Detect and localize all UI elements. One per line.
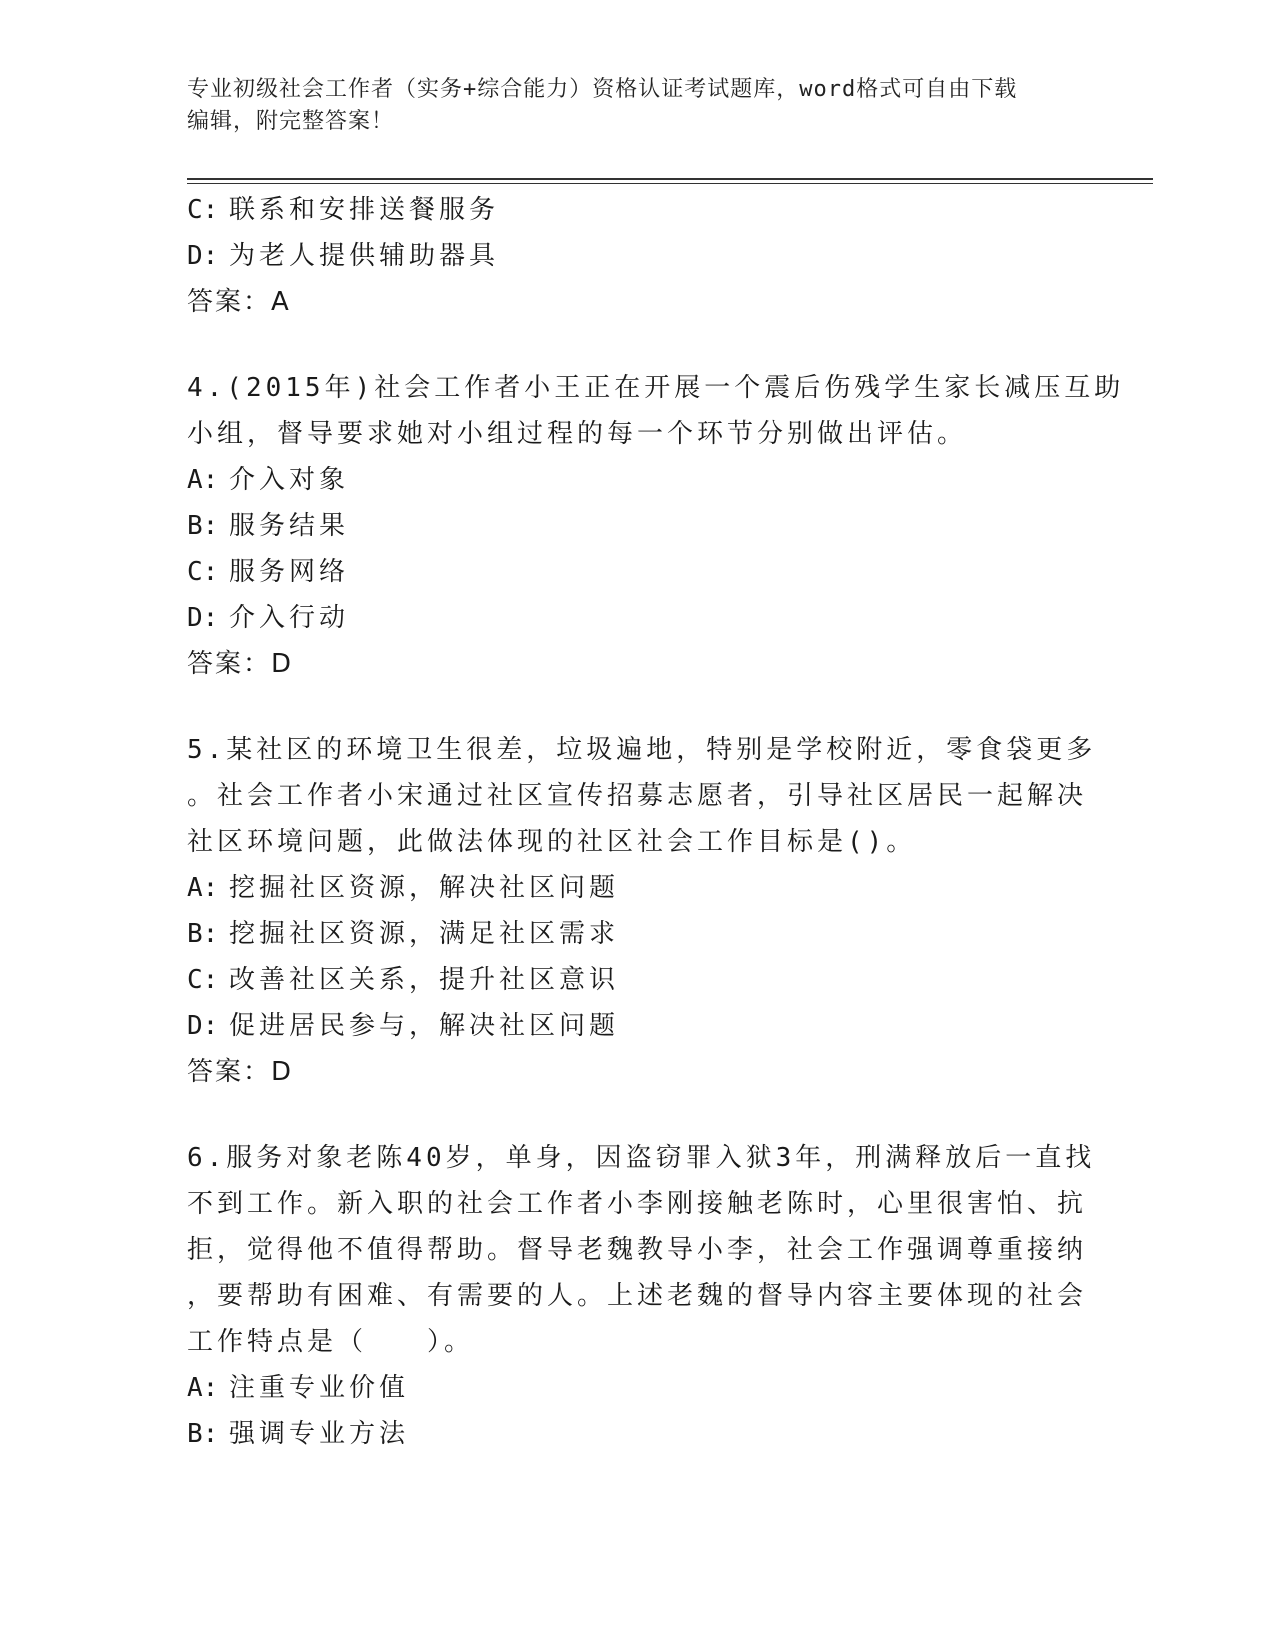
option-key: C: — [187, 965, 219, 995]
question-text-line: 6.服务对象老陈40岁，单身，因盗窃罪入狱3年，刑满释放后一直找 — [187, 1143, 1096, 1173]
question-text-line: 小组，督导要求她对小组过程的每一个环节分别做出评估。 — [187, 419, 968, 449]
option-text: 介入对象 — [229, 465, 350, 495]
option-d — [187, 1003, 1087, 1049]
question-6 — [187, 1135, 1096, 1457]
option-key: C: — [187, 195, 219, 225]
answer-line: 答案：A — [187, 287, 291, 317]
question-3-tail — [187, 187, 1087, 325]
option-text: 注重专业价值 — [229, 1373, 410, 1403]
option-key: A: — [187, 873, 219, 903]
header-line-2: 编辑，附完整答案！ — [187, 109, 395, 134]
answer-line: 答案：D — [187, 649, 294, 679]
option-text: 改善社区关系，提升社区意识 — [229, 965, 620, 995]
option-text: 强调专业方法 — [229, 1419, 410, 1449]
question-4 — [187, 365, 1125, 687]
option-key: C: — [187, 557, 219, 587]
option-key: D: — [187, 603, 219, 633]
option-a — [187, 1365, 1087, 1411]
option-text: 为老人提供辅助器具 — [229, 241, 500, 271]
question-text-line: 不到工作。新入职的社会工作者小李刚接触老陈时，心里很害怕、抗 — [187, 1189, 1088, 1219]
option-key: D: — [187, 1011, 219, 1041]
option-d — [187, 233, 1087, 279]
option-text: 促进居民参与，解决社区问题 — [229, 1011, 620, 1041]
question-content — [187, 187, 1125, 1457]
option-key: A: — [187, 465, 219, 495]
question-text-line: 工作特点是（ ）。 — [187, 1327, 475, 1357]
option-a — [187, 457, 1087, 503]
page-header — [187, 74, 1087, 138]
question-text-line: ，要帮助有困难、有需要的人。上述老魏的督导内容主要体现的社会 — [187, 1281, 1088, 1311]
option-key: A: — [187, 1373, 219, 1403]
option-text: 联系和安排送餐服务 — [229, 195, 500, 225]
answer-line: 答案：D — [187, 1057, 294, 1087]
option-text: 挖掘社区资源，满足社区需求 — [229, 919, 620, 949]
option-c — [187, 187, 1087, 233]
option-key: B: — [187, 1419, 219, 1449]
question-text-line: 4.(2015年)社会工作者小王正在开展一个震后伤残学生家长减压互助 — [187, 373, 1125, 403]
header-rule-thin — [187, 183, 1153, 184]
header-rule-thick — [187, 178, 1153, 180]
option-c — [187, 549, 1087, 595]
option-c — [187, 957, 1087, 1003]
option-b — [187, 911, 1087, 957]
header-line-1: 专业初级社会工作者（实务+综合能力）资格认证考试题库，word格式可自由下载 — [187, 77, 1018, 102]
question-text-line: 5.某社区的环境卫生很差，垃圾遍地，特别是学校附近，零食袋更多 — [187, 735, 1097, 765]
option-d — [187, 595, 1087, 641]
question-text-line: 社区环境问题，此做法体现的社区社会工作目标是()。 — [187, 827, 917, 857]
question-5 — [187, 727, 1097, 1095]
option-b — [187, 503, 1087, 549]
option-b — [187, 1411, 1087, 1457]
option-a — [187, 865, 1087, 911]
option-key: D: — [187, 241, 219, 271]
option-text: 介入行动 — [229, 603, 350, 633]
option-text: 挖掘社区资源，解决社区问题 — [229, 873, 620, 903]
question-text-line: 拒，觉得他不值得帮助。督导老魏教导小李，社会工作强调尊重接纳 — [187, 1235, 1088, 1265]
option-text: 服务网络 — [229, 557, 350, 587]
option-key: B: — [187, 919, 219, 949]
option-key: B: — [187, 511, 219, 541]
question-text-line: 。社会工作者小宋通过社区宣传招募志愿者，引导社区居民一起解决 — [187, 781, 1088, 811]
option-text: 服务结果 — [229, 511, 350, 541]
